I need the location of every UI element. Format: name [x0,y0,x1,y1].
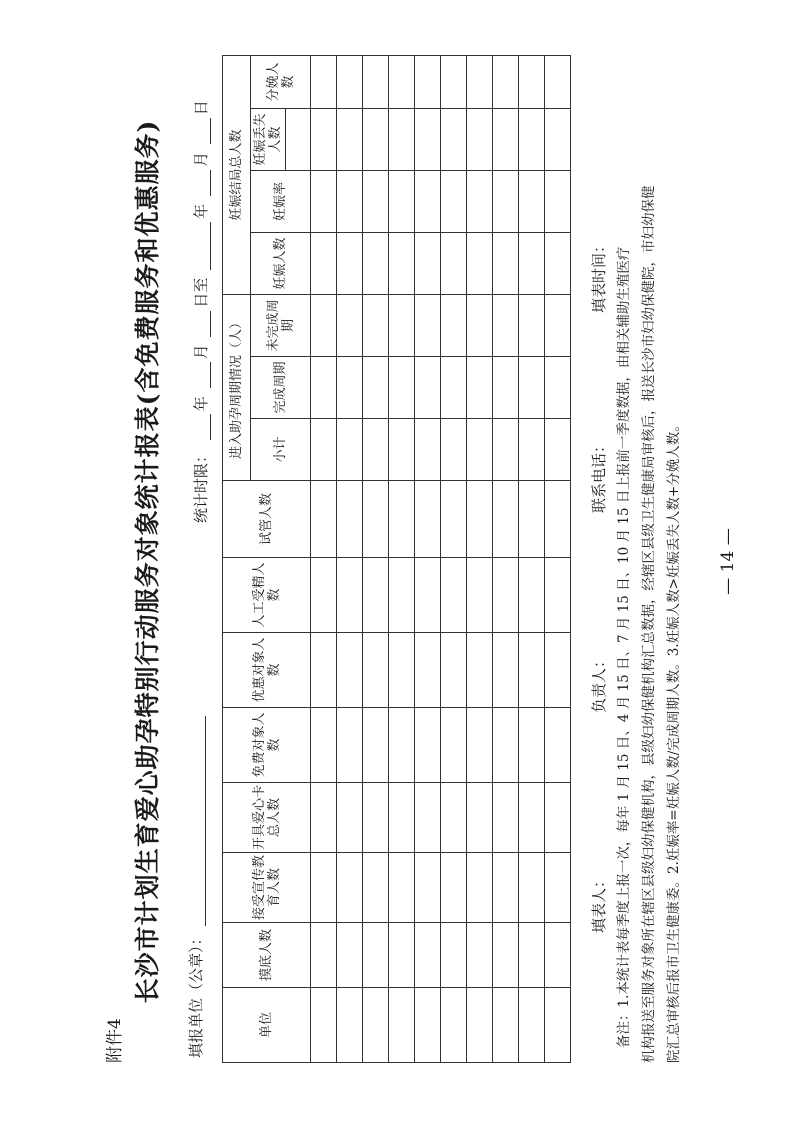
table-cell[interactable] [519,419,545,481]
table-cell[interactable] [519,481,545,558]
reporting-unit [185,716,206,1058]
table-cell[interactable] [545,232,571,294]
table-cell[interactable] [389,923,415,988]
table-cell[interactable] [337,419,363,481]
table-cell[interactable] [493,481,519,558]
header-delivery: 分娩人数 [251,55,311,108]
table-cell[interactable] [441,170,467,232]
table-cell[interactable] [363,108,389,170]
table-cell[interactable] [545,294,571,356]
table-cell[interactable] [363,708,389,783]
header-completed: 完成周期 [251,357,311,419]
table-cell[interactable] [311,923,337,988]
table-cell[interactable] [467,294,493,356]
header-rate: 妊娠率 [251,170,311,232]
table-cell[interactable] [415,853,441,923]
table-cell[interactable] [311,783,337,853]
header-ivf: 试管人数 [223,481,311,558]
header-cards-issued: 开具爱心卡总人数 [223,783,311,853]
header-uncompleted: 未完成周期 [251,294,311,356]
month-label: 月 [192,344,210,360]
table-cell[interactable] [337,232,363,294]
table-cell[interactable] [363,294,389,356]
month-blank[interactable] [197,362,211,388]
table-cell[interactable] [545,923,571,988]
day-end-label: 日 [192,100,210,116]
table-cell[interactable] [337,108,363,170]
table-cell[interactable] [389,481,415,558]
table-cell[interactable] [363,923,389,988]
table-cell[interactable] [441,108,467,170]
table-cell[interactable] [363,633,389,708]
table-cell[interactable] [467,708,493,783]
table-cell[interactable] [493,55,519,108]
period-label: 统计时限： [192,447,210,523]
table-cell[interactable] [337,481,363,558]
table-cell[interactable] [415,294,441,356]
year-label: 年 [192,396,210,412]
table-cell[interactable] [389,783,415,853]
table-cell[interactable] [337,170,363,232]
reporting-unit-blank[interactable] [191,716,206,926]
header-unit: 单位 [223,988,311,1063]
header-publicity: 接受宣传教育人数 [223,853,311,923]
table-cell[interactable] [311,357,337,419]
table-row [337,55,363,1062]
table-cell[interactable] [311,558,337,633]
table-cell[interactable] [467,558,493,633]
table-cell[interactable] [337,294,363,356]
table-cell[interactable] [389,232,415,294]
table-cell[interactable] [415,357,441,419]
table-row [311,55,337,1062]
table-cell[interactable] [519,170,545,232]
table-cell[interactable] [441,923,467,988]
page-number: — 14 — [718,528,738,595]
attachment-label: 附件4 [105,1018,125,1063]
table-cell[interactable] [545,708,571,783]
table-cell[interactable] [545,419,571,481]
day-end-blank[interactable] [197,118,211,144]
table-cell[interactable] [337,55,363,108]
table-cell[interactable] [467,633,493,708]
header-outcome-group: 妊娠结局总人数 [223,55,251,294]
year-end-blank[interactable] [197,222,211,270]
table-cell[interactable] [493,108,519,170]
table-cell[interactable] [389,55,415,108]
note-line-3: 院汇总审核后报市卫生健康委。2.妊娠率=妊娠人数/完成周期人数。3.妊娠人数>妊娠丢失人数+分娩人数。 [666,418,682,1063]
table-cell[interactable] [363,558,389,633]
table-cell[interactable] [337,988,363,1063]
table-cell[interactable] [337,923,363,988]
table-cell[interactable] [441,232,467,294]
table-cell[interactable] [311,988,337,1063]
table-cell[interactable] [441,783,467,853]
table-cell[interactable] [441,357,467,419]
table-cell[interactable] [519,232,545,294]
table-cell[interactable] [467,923,493,988]
table-cell[interactable] [519,923,545,988]
table-cell[interactable] [467,55,493,108]
header-subtotal: 小计 [251,419,311,481]
table-cell[interactable] [493,783,519,853]
table-cell[interactable] [389,294,415,356]
table-cell[interactable] [545,481,571,558]
table-cell[interactable] [415,481,441,558]
table-cell[interactable] [389,170,415,232]
header-card-holders: 摸底人数 [223,923,311,988]
table-cell[interactable] [337,558,363,633]
table-cell[interactable] [441,988,467,1063]
table-cell[interactable] [519,108,545,170]
table-cell[interactable] [415,708,441,783]
table-cell[interactable] [467,419,493,481]
table-cell[interactable] [337,708,363,783]
table-cell[interactable] [493,294,519,356]
table-cell[interactable] [311,170,337,232]
table-row [363,55,389,1062]
table-cell[interactable] [545,55,571,108]
table-cell[interactable] [337,783,363,853]
table-cell[interactable] [311,708,337,783]
table-cell[interactable] [545,783,571,853]
header-ai: 人工受精人数 [223,558,311,633]
table-cell[interactable] [545,988,571,1063]
table-cell[interactable] [493,232,519,294]
table-cell[interactable] [467,481,493,558]
table-cell[interactable] [337,853,363,923]
table-cell[interactable] [467,988,493,1063]
header-loss-spacer [286,108,311,170]
table-cell[interactable] [415,633,441,708]
table-cell[interactable] [415,232,441,294]
table-cell[interactable] [363,55,389,108]
table-cell[interactable] [363,357,389,419]
table-cell[interactable] [519,853,545,923]
table-cell[interactable] [441,558,467,633]
table-cell[interactable] [415,988,441,1063]
table-cell[interactable] [311,419,337,481]
table-cell[interactable] [363,481,389,558]
table-cell[interactable] [389,108,415,170]
note-line-1: 备注：1.本统计表每季度上报一次，每年 1 月 15 日、4 月 15 日、7 月 15 日、10 月 15 日上报前一季度数据，由相关辅助生殖医疗 [616,246,632,1048]
table-cell[interactable] [441,55,467,108]
header-cycle-group: 进入助孕周期情况（人） [223,294,251,480]
month-end-blank[interactable] [197,170,211,196]
header-loss: 妊娠丢失人数 [251,108,286,170]
table-cell[interactable] [467,357,493,419]
table-cell[interactable] [519,783,545,853]
table-cell[interactable] [493,357,519,419]
reporting-unit-label: 填报单位（公章）： [187,930,205,1058]
table-cell[interactable] [389,419,415,481]
table-cell[interactable] [493,633,519,708]
statistics-table [222,55,571,1063]
table-cell[interactable] [441,853,467,923]
table-cell[interactable] [389,558,415,633]
table-cell[interactable] [389,633,415,708]
table-cell[interactable] [363,783,389,853]
table-cell[interactable] [311,55,337,108]
table-row [519,55,545,1062]
table-cell[interactable] [519,708,545,783]
table-cell[interactable] [467,853,493,923]
table-cell[interactable] [441,419,467,481]
table-cell[interactable] [363,419,389,481]
table-cell[interactable] [493,923,519,988]
day-to-label: 日至 [192,277,210,308]
table-cell[interactable] [415,923,441,988]
day-blank[interactable] [197,311,211,337]
table-cell[interactable] [415,55,441,108]
table-row [493,55,519,1062]
responsible-label: 负责人： [590,652,608,713]
header-free: 免费对象人数 [223,708,311,783]
table-cell[interactable] [311,633,337,708]
table-row [467,55,493,1062]
table-row [545,55,571,1062]
table-cell[interactable] [467,108,493,170]
table-cell[interactable] [441,294,467,356]
report-title: 长沙市计划生育爱心助孕特别行动服务对象统计报表(含免费服务和优惠服务) [133,119,162,1004]
table-cell[interactable] [441,481,467,558]
statistics-period [190,100,211,523]
table-row [389,55,415,1062]
table-cell[interactable] [519,357,545,419]
table-cell[interactable] [493,853,519,923]
phone-label: 联系电话： [590,437,608,513]
table-cell[interactable] [311,853,337,923]
header-pregnant: 妊娠人数 [251,232,311,294]
table-cell[interactable] [337,357,363,419]
table-cell[interactable] [467,170,493,232]
table-cell[interactable] [545,633,571,708]
table-cell[interactable] [337,633,363,708]
table-cell[interactable] [311,108,337,170]
table-cell[interactable] [519,988,545,1063]
table-cell[interactable] [467,232,493,294]
table-cell[interactable] [493,988,519,1063]
table-cell[interactable] [545,558,571,633]
note-line-2: 机构报送至服务对象所在辖区县级妇幼保健机构，县级妇幼保健机构汇总数据，经辖区县级卫生健康局审核后，报送长沙市妇幼保健院，市妇幼保健 [641,185,657,1063]
table-cell[interactable] [493,170,519,232]
table-cell[interactable] [415,558,441,633]
table-cell[interactable] [415,783,441,853]
table-cell[interactable] [389,988,415,1063]
table-cell[interactable] [545,357,571,419]
table-cell[interactable] [311,232,337,294]
table-cell[interactable] [545,170,571,232]
table-cell[interactable] [519,55,545,108]
table-cell[interactable] [493,558,519,633]
table-cell[interactable] [389,357,415,419]
table-cell[interactable] [493,419,519,481]
table-cell[interactable] [311,294,337,356]
header-discount: 优惠对象人数 [223,633,311,708]
table-cell[interactable] [415,170,441,232]
table-cell[interactable] [415,419,441,481]
table-cell[interactable] [467,783,493,853]
date-label: 填表时间： [590,237,608,313]
filler-label: 填表人： [590,872,608,933]
year-blank[interactable] [197,414,211,440]
month-end-label: 月 [192,152,210,168]
table-cell[interactable] [389,853,415,923]
year-end-label: 年 [192,203,210,219]
table-cell[interactable] [519,294,545,356]
table-cell[interactable] [363,853,389,923]
table-cell[interactable] [493,708,519,783]
table-cell[interactable] [545,108,571,170]
table-cell[interactable] [441,708,467,783]
table-cell[interactable] [363,988,389,1063]
table-cell[interactable] [363,232,389,294]
table-cell[interactable] [519,558,545,633]
table-cell[interactable] [389,708,415,783]
table-row [415,55,441,1062]
table-cell[interactable] [415,108,441,170]
table-cell[interactable] [519,633,545,708]
table-cell[interactable] [441,633,467,708]
table-row [441,55,467,1062]
table-cell[interactable] [311,481,337,558]
table-cell[interactable] [545,853,571,923]
table-cell[interactable] [363,170,389,232]
